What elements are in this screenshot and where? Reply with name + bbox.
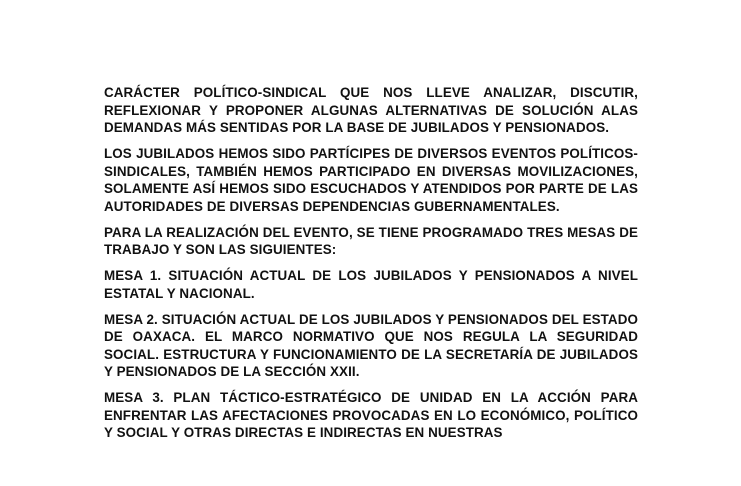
paragraph-mesa-1: MESA 1. SITUACIÓN ACTUAL DE LOS JUBILADOS Y PENSIONADOS A NIVEL ESTATAL Y NACIONAL.: [104, 268, 638, 301]
paragraph-jubilados: LOS JUBILADOS HEMOS SIDO PARTÍCIPES DE DIVERSOS EVENTOS POLÍTICOS-SINDICALES, TAMBIÉN HEMOS PARTICIPADO EN DIVERSAS MOVILIZACIONES, SOLAMENTE ASÍ HEMOS SIDO ESCUCHADOS Y ATENDIDOS POR PARTE DE LAS AUTORIDADES DE DIVERSAS DEPENDENCIAS GUBERNAMENTALES.: [104, 146, 638, 214]
paragraph-mesa-3: MESA 3. PLAN TÁCTICO-ESTRATÉGICO DE UNIDAD EN LA ACCIÓN PARA ENFRENTAR LAS AFECTACIONES PROVOCADAS EN LO ECONÓMICO, POLÍTICO Y SOCIAL Y OTRAS DIRECTAS E INDIRECTAS EN NUESTRAS: [104, 390, 638, 440]
paragraph-mesa-2: MESA 2. SITUACIÓN ACTUAL DE LOS JUBILADOS Y PENSIONADOS DEL ESTADO DE OAXACA. EL MARCO NORMATIVO QUE NOS REGULA LA SEGURIDAD SOCIAL. ESTRUCTURA Y FUNCIONAMIENTO DE LA SECRETARÍA DE JUBILADOS Y PENSIONADOS DE LA SECCIÓN XXII.: [104, 311, 638, 379]
paragraph-evento: PARA LA REALIZACIÓN DEL EVENTO, SE TIENE PROGRAMADO TRES MESAS DE TRABAJO Y SON LAS SIGUIENTES:: [104, 224, 638, 257]
document-body: [104, 84, 638, 450]
paragraph-intro: CARÁCTER POLÍTICO-SINDICAL QUE NOS LLEVE ANALIZAR, DISCUTIR, REFLEXIONAR Y PROPONER ALGUNAS ALTERNATIVAS DE SOLUCIÓN ALAS DEMANDAS MÁS SENTIDAS POR LA BASE DE JUBILADOS Y PENSIONADOS.: [104, 85, 638, 135]
